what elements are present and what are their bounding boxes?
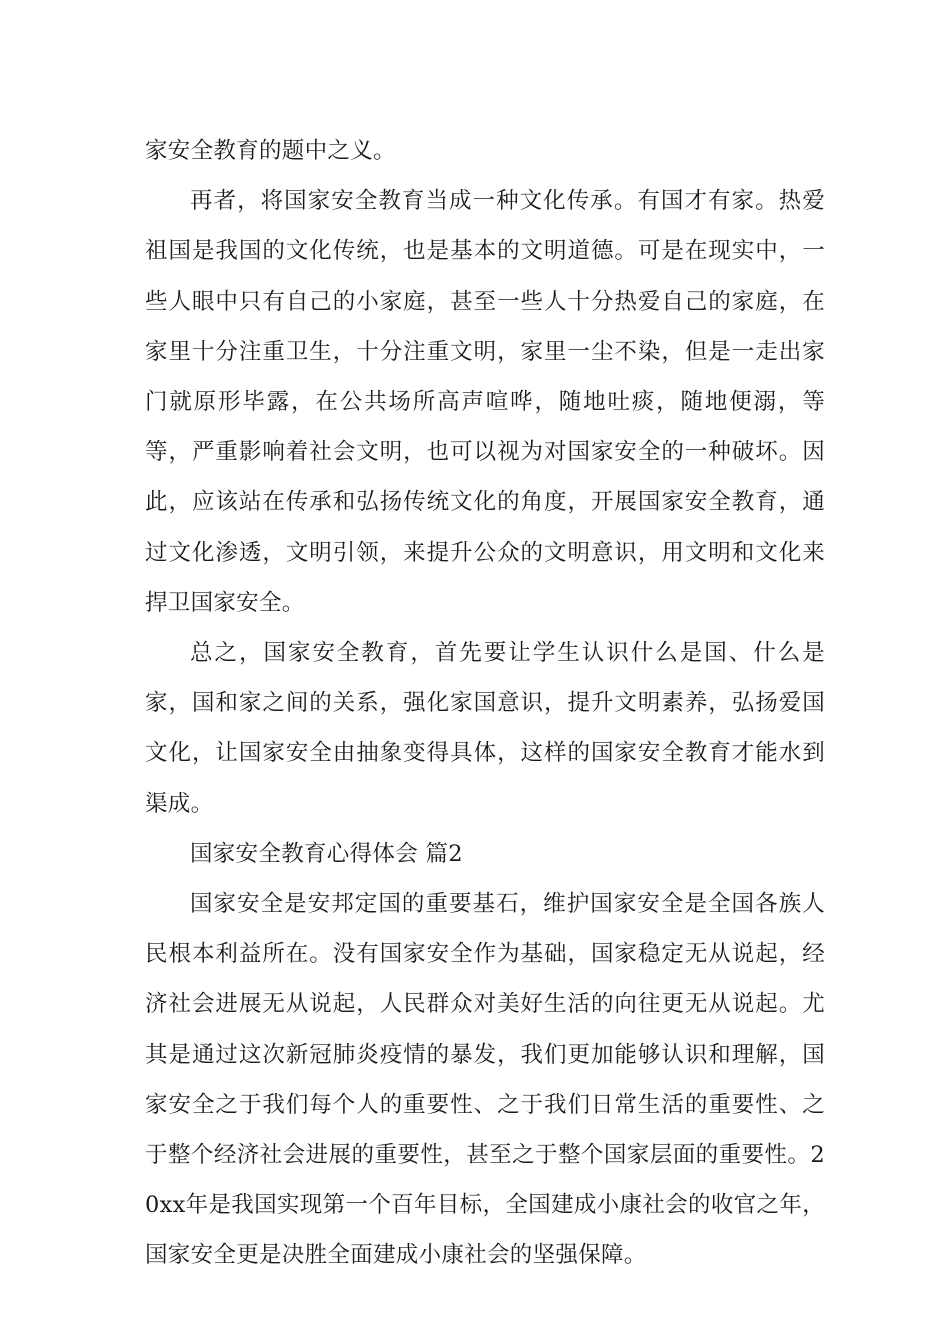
paragraph-national-security: 国家安全是安邦定国的重要基石，维护国家安全是全国各族人民根本利益所在。没有国家安全作为基础，国家稳定无从说起，经济社会进展无从说起，人民群众对美好生活的向往更无从说起。尤其是通过这次新冠肺炎疫情的暴发，我们更加能够认识和理解，国家安全之于我们每个人的重要性、之于我们日常生活的重要性、之于整个经济社会进展的重要性，甚至之于整个国家层面的重要性。20xx年是我国实现第一个百年目标，全国建成小康社会的收官之年，国家安全更是决胜全面建成小康社会的坚强保障。 <box>145 891 825 1269</box>
paragraph-continuation: 家安全教育的题中之义。 <box>145 138 396 164</box>
document-body <box>145 126 825 1281</box>
paragraph-culture-heritage: 再者，将国家安全教育当成一种文化传承。有国才有家。热爱祖国是我国的文化传统，也是基本的文明道德。可是在现实中，一些人眼中只有自己的小家庭，甚至一些人十分热爱自己的家庭，在家里十分注重卫生，十分注重文明，家里一尘不染，但是一走出家门就原形毕露，在公共场所高声喧哗，随地吐痰，随地便溺，等等，严重影响着社会文明，也可以视为对国家安全的一种破坏。因此，应该站在传承和弘扬传统文化的角度，开展国家安全教育，通过文化渗透，文明引领，来提升公众的文明意识，用文明和文化来捍卫国家安全。 <box>145 188 825 616</box>
section-heading: 国家安全教育心得体会 篇2 <box>190 840 463 867</box>
paragraph-conclusion: 总之，国家安全教育，首先要让学生认识什么是国、什么是家，国和家之间的关系，强化家国意识，提升文明素养，弘扬爱国文化，让国家安全由抽象变得具体，这样的国家安全教育才能水到渠成。 <box>145 640 825 817</box>
